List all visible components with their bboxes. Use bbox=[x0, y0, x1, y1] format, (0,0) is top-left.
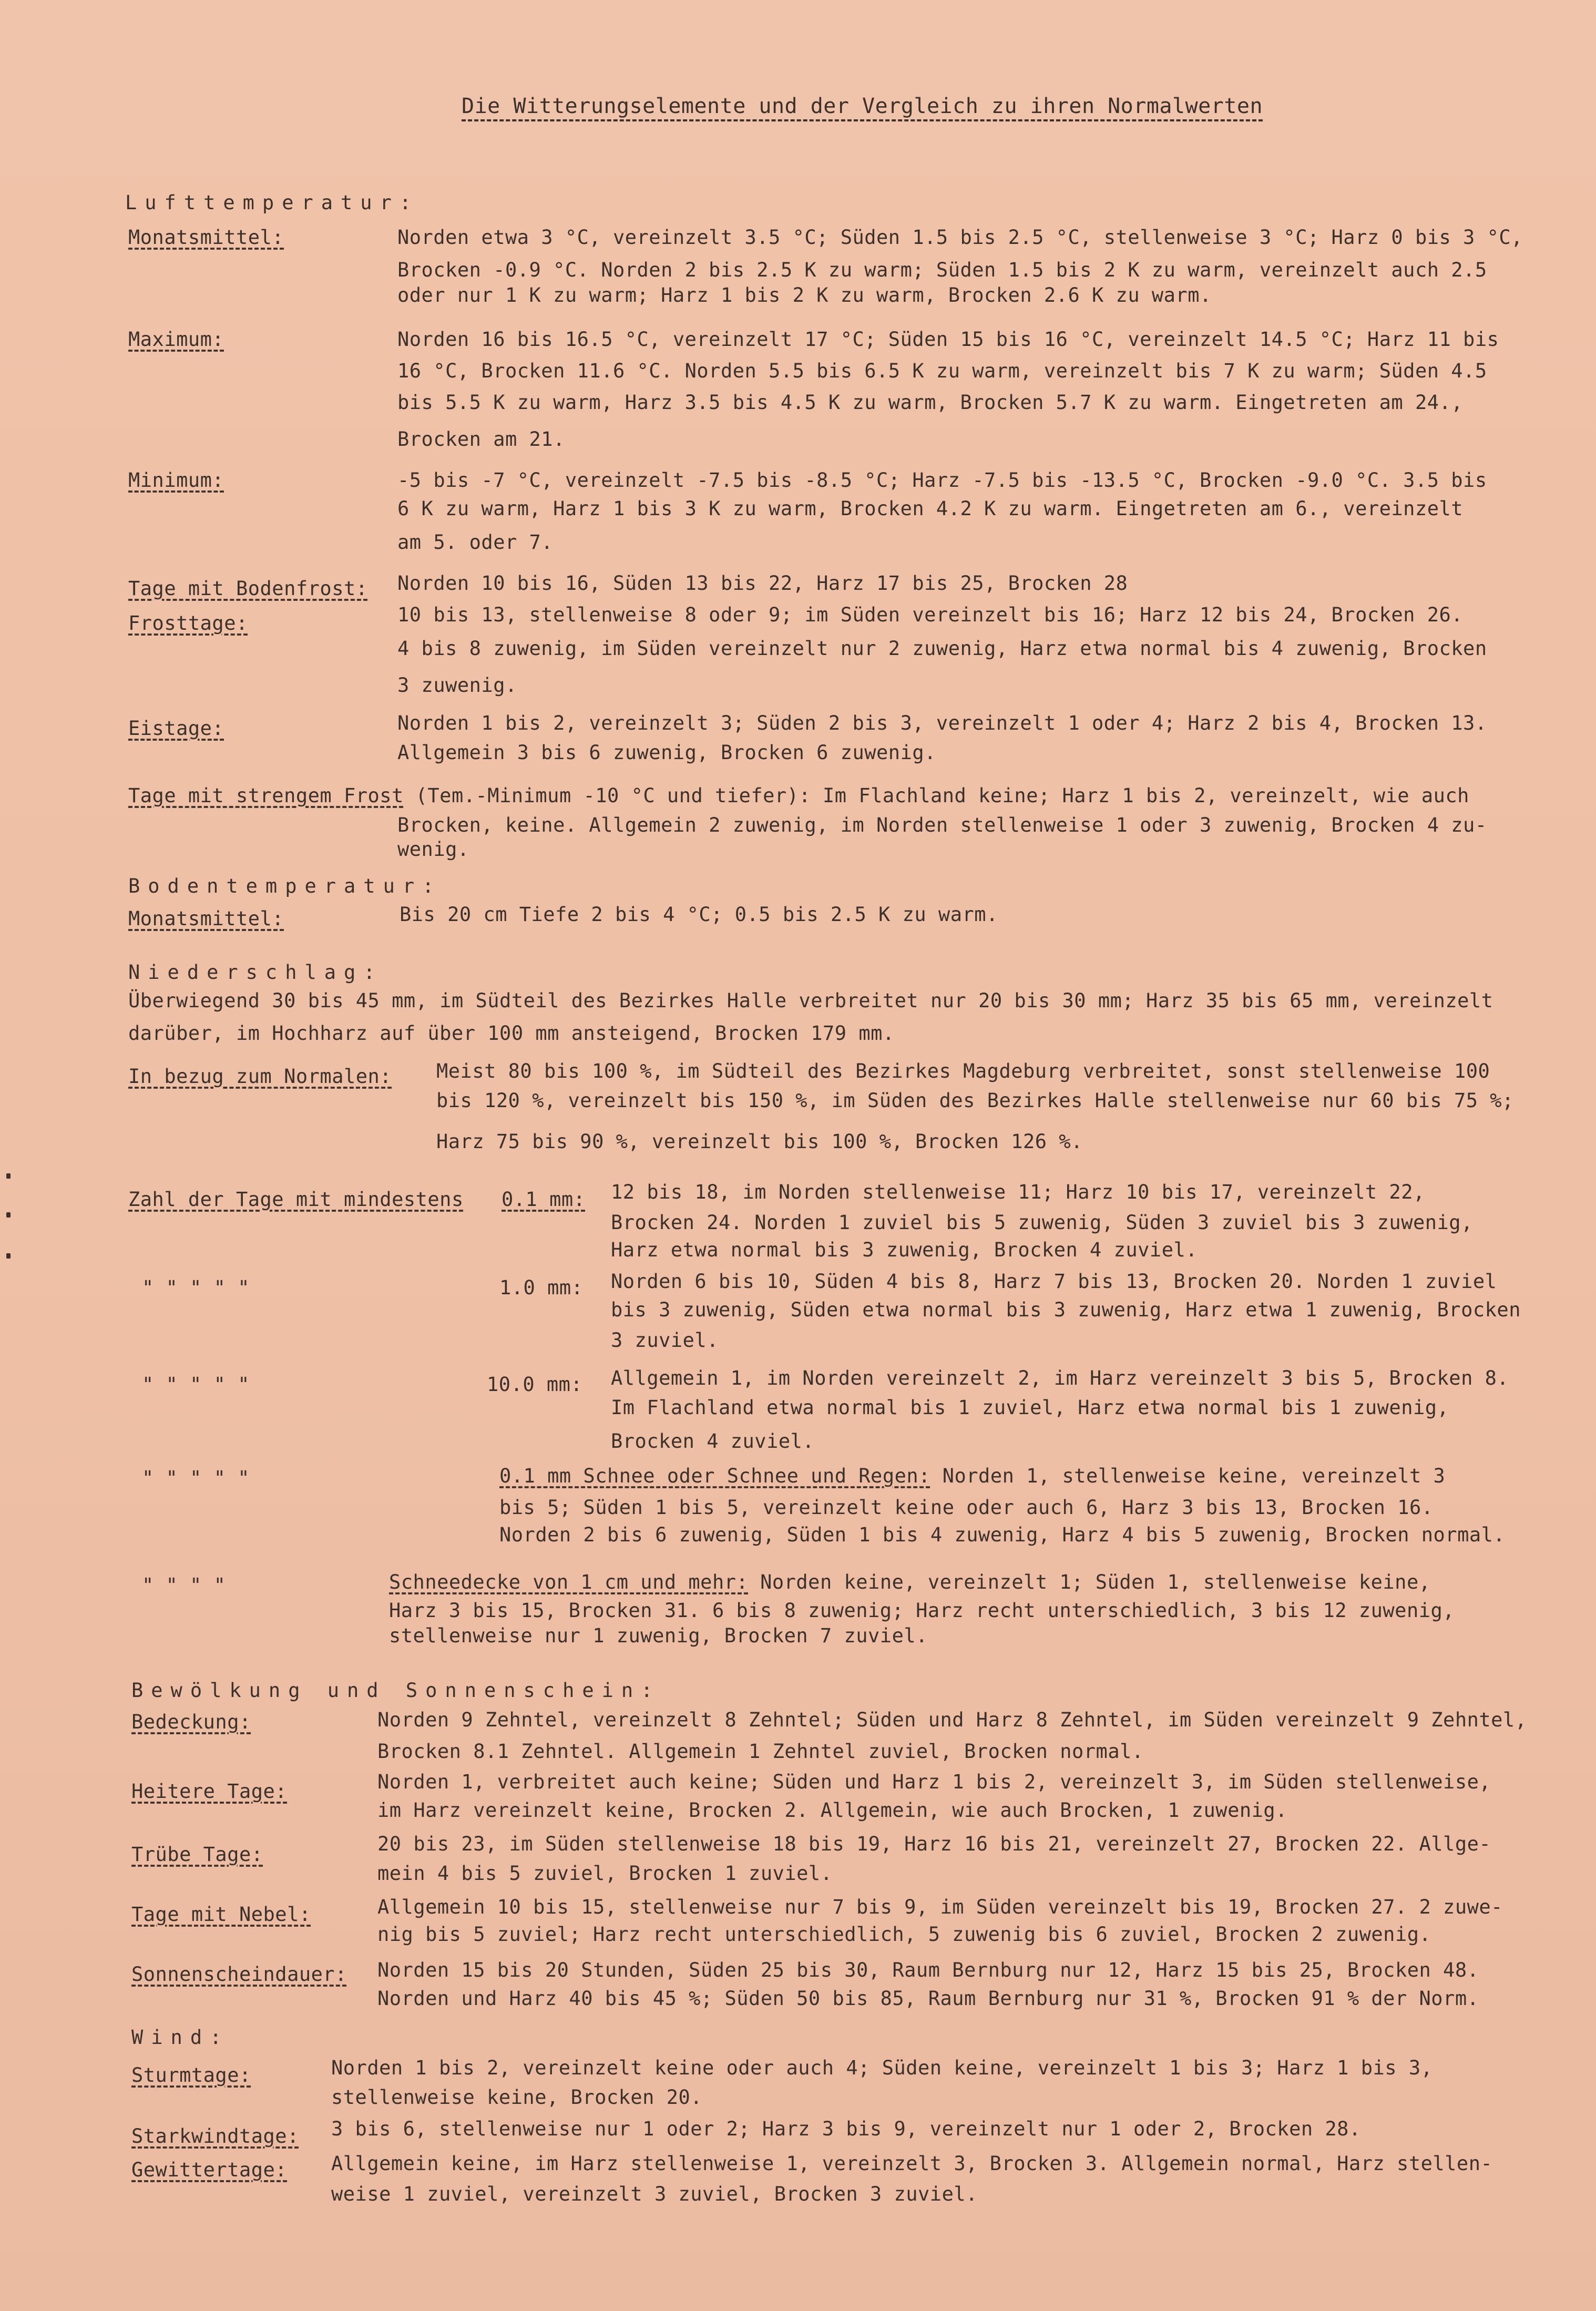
label-schneedecke: Schneedecke von 1 cm und mehr: bbox=[389, 1571, 749, 1593]
text-line: 3 bis 6, stellenweise nur 1 oder 2; Harz 3 bis 9, vereinzelt nur 1 oder 2, Brocken 28. bbox=[331, 2118, 1361, 2140]
text-line: Brocken 8.1 Zehntel. Allgemein 1 Zehntel zuviel, Brocken normal. bbox=[377, 1740, 1144, 1763]
ditto-marks: " " " " " bbox=[142, 1276, 250, 1299]
text-line: im Harz vereinzelt keine, Brocken 2. Allgemein, wie auch Brocken, 1 zuwenig. bbox=[377, 1799, 1287, 1822]
label-zahl-der-tage: Zahl der Tage mit mindestens bbox=[128, 1188, 464, 1211]
text-line: 4 bis 8 zuwenig, im Süden vereinzelt nur 2 zuwenig, Harz etwa normal bis 4 zuwenig, Brocken bbox=[397, 637, 1487, 660]
text-line: 12 bis 18, im Norden stellenweise 11; Harz 10 bis 17, vereinzelt 22, bbox=[611, 1181, 1425, 1203]
text-line: Bis 20 cm Tiefe 2 bis 4 °C; 0.5 bis 2.5 K zu warm. bbox=[400, 903, 998, 926]
text-line: Meist 80 bis 100 %, im Südteil des Bezirkes Magdeburg verbreitet, sonst stellenweise 100 bbox=[436, 1060, 1490, 1082]
text-line: 3 zuwenig. bbox=[397, 674, 517, 697]
text-line: Norden etwa 3 °C, vereinzelt 3.5 °C; Süden 1.5 bis 2.5 °C, stellenweise 3 °C; Harz 0 bis 3 °C, bbox=[397, 226, 1523, 249]
text-line: Brocken -0.9 °C. Norden 2 bis 2.5 K zu warm; Süden 1.5 bis 2 K zu warm, vereinzelt auch 2.5 bbox=[397, 259, 1487, 281]
text-line: Harz etwa normal bis 3 zuwenig, Brocken 4 zuviel. bbox=[611, 1239, 1198, 1261]
section-heading-bewoelkung: Bewölkung und Sonnenschein: bbox=[131, 1679, 661, 1702]
text-line: Im Flachland etwa normal bis 1 zuviel, Harz etwa normal bis 1 zuwenig, bbox=[611, 1396, 1449, 1419]
label-boden-monatsmittel: Monatsmittel: bbox=[128, 907, 284, 930]
text-line: Norden und Harz 40 bis 45 %; Süden 50 bis 85, Raum Bernburg nur 31 %, Brocken 91 % der Norm. bbox=[377, 1987, 1479, 2010]
label-threshold-01: 0.1 mm: bbox=[502, 1188, 586, 1211]
strenger-frost-line bbox=[128, 783, 1469, 809]
text-line: stellenweise keine, Brocken 20. bbox=[331, 2086, 703, 2109]
text-line: Norden 1 bis 2, vereinzelt 3; Süden 2 bis 3, vereinzelt 1 oder 4; Harz 2 bis 4, Brocken 13. bbox=[397, 712, 1487, 734]
text-line: Allgemein 3 bis 6 zuwenig, Brocken 6 zuwenig. bbox=[397, 741, 936, 764]
text-line: nig bis 5 zuviel; Harz recht unterschiedlich, 5 zuwenig bis 6 zuviel, Brocken 2 zuwenig. bbox=[377, 1923, 1431, 1946]
text-line: Allgemein 1, im Norden vereinzelt 2, im Harz vereinzelt 3 bis 5, Brocken 8. bbox=[611, 1367, 1509, 1389]
margin-mark bbox=[6, 1253, 11, 1259]
section-heading-lufttemperatur: Lufttemperatur: bbox=[125, 191, 420, 214]
text-line: Allgemein 10 bis 15, stellenweise nur 7 bis 9, im Süden vereinzelt bis 19, Brocken 27. 2 zuwe- bbox=[377, 1896, 1503, 1918]
text-line: 10 bis 13, stellenweise 8 oder 9; im Süden vereinzelt bis 16; Harz 12 bis 24, Brocken 26. bbox=[397, 604, 1464, 626]
label-bodenfrost: Tage mit Bodenfrost: bbox=[128, 577, 368, 600]
text-line: Harz 3 bis 15, Brocken 31. 6 bis 8 zuwenig; Harz recht unterschiedlich, 3 bis 12 zuwenig, bbox=[389, 1599, 1455, 1622]
text-line: 3 zuviel. bbox=[611, 1329, 719, 1352]
text-line: bis 5; Süden 1 bis 5, vereinzelt keine oder auch 6, Harz 3 bis 13, Brocken 16. bbox=[499, 1496, 1434, 1519]
label-truebe-tage: Trübe Tage: bbox=[131, 1843, 263, 1866]
label-eistage: Eistage: bbox=[128, 717, 224, 740]
margin-mark bbox=[6, 1212, 11, 1218]
text-line: Norden 1 bis 2, vereinzelt keine oder auch 4; Süden keine, vereinzelt 1 bis 3; Harz 1 bis 3, bbox=[331, 2057, 1433, 2079]
text-line: bis 3 zuwenig, Süden etwa normal bis 3 zuwenig, Harz etwa 1 zuwenig, Brocken bbox=[611, 1298, 1521, 1321]
text-line: wenig. bbox=[397, 838, 469, 861]
text-line: Norden 15 bis 20 Stunden, Süden 25 bis 30, Raum Bernburg nur 12, Harz 15 bis 25, Brocken 48. bbox=[377, 1959, 1479, 1981]
text-line: Brocken 24. Norden 1 zuviel bis 5 zuwenig, Süden 3 zuviel bis 3 zuwenig, bbox=[611, 1211, 1473, 1234]
label-minimum: Minimum: bbox=[128, 469, 224, 492]
text-inline: Norden keine, vereinzelt 1; Süden 1, stellenweise keine, bbox=[760, 1571, 1431, 1593]
text-inline: Norden 1, stellenweise keine, vereinzelt 3 bbox=[942, 1465, 1446, 1487]
schnee-line bbox=[499, 1464, 1445, 1489]
label-threshold-schnee: 0.1 mm Schnee oder Schnee und Regen: bbox=[499, 1465, 930, 1487]
text-line: Norden 16 bis 16.5 °C, vereinzelt 17 °C; Süden 15 bis 16 °C, vereinzelt 14.5 °C; Harz 11 bis bbox=[397, 328, 1499, 351]
label-threshold-100: 10.0 mm: bbox=[487, 1373, 583, 1396]
text-line: 6 K zu warm, Harz 1 bis 3 K zu warm, Brocken 4.2 K zu warm. Eingetreten am 6., vereinzelt bbox=[397, 497, 1464, 520]
text-line: weise 1 zuviel, vereinzelt 3 zuviel, Brocken 3 zuviel. bbox=[331, 2183, 978, 2205]
text-line: -5 bis -7 °C, vereinzelt -7.5 bis -8.5 °C; Harz -7.5 bis -13.5 °C, Brocken -9.0 °C. 3.5 bis bbox=[397, 469, 1487, 492]
section-heading-niederschlag: Niederschlag: bbox=[128, 961, 383, 984]
ditto-marks: " " " " " bbox=[142, 1373, 250, 1396]
margin-mark bbox=[6, 1173, 11, 1179]
text-line: Norden 9 Zehntel, vereinzelt 8 Zehntel; Süden und Harz 8 Zehntel, im Süden vereinzelt 9 Zehntel, bbox=[377, 1709, 1527, 1731]
label-starkwindtage: Starkwindtage: bbox=[131, 2125, 299, 2148]
text-line: oder nur 1 K zu warm; Harz 1 bis 2 K zu warm, Brocken 2.6 K zu warm. bbox=[397, 284, 1212, 306]
text-line: Brocken, keine. Allgemein 2 zuwenig, im Norden stellenweise 1 oder 3 zuwenig, Brocken 4 zu- bbox=[397, 814, 1487, 836]
text-line: Überwiegend 30 bis 45 mm, im Südteil des Bezirkes Halle verbreitet nur 20 bis 30 mm; Harz 35 bis 65 mm, vereinzelt bbox=[128, 989, 1493, 1012]
label-frosttage: Frosttage: bbox=[128, 612, 248, 635]
label-bedeckung: Bedeckung: bbox=[131, 1711, 251, 1733]
text-line: Norden 6 bis 10, Süden 4 bis 8, Harz 7 bis 13, Brocken 20. Norden 1 zuviel bbox=[611, 1270, 1497, 1293]
text-line: Brocken am 21. bbox=[397, 428, 565, 451]
label-maximum: Maximum: bbox=[128, 328, 224, 351]
text-inline: (Tem.-Minimum -10 °C und tiefer): Im Flachland keine; Harz 1 bis 2, vereinzelt, wie auch bbox=[403, 784, 1469, 807]
ditto-marks: " " " " " bbox=[142, 1467, 250, 1489]
label-heitere-tage: Heitere Tage: bbox=[131, 1780, 288, 1803]
label-monatsmittel: Monatsmittel: bbox=[128, 226, 284, 249]
text-line: Norden 2 bis 6 zuwenig, Süden 1 bis 4 zuwenig, Harz 4 bis 5 zuwenig, Brocken normal. bbox=[499, 1523, 1506, 1546]
ditto-marks: " " " " bbox=[142, 1574, 226, 1597]
label-threshold-10: 1.0 mm: bbox=[499, 1276, 584, 1299]
text-line: Brocken 4 zuviel. bbox=[611, 1430, 815, 1453]
page-title: Die Witterungselemente und der Vergleich zu ihren Normalwerten bbox=[462, 94, 1263, 118]
text-line: Allgemein keine, im Harz stellenweise 1, vereinzelt 3, Brocken 3. Allgemein normal, Harz stellen- bbox=[331, 2152, 1493, 2175]
section-heading-bodentemperatur: Bodentemperatur: bbox=[128, 875, 442, 897]
text-line: mein 4 bis 5 zuviel, Brocken 1 zuviel. bbox=[377, 1862, 833, 1885]
text-line: Norden 1, verbreitet auch keine; Süden und Harz 1 bis 2, vereinzelt 3, im Süden stellenweise, bbox=[377, 1771, 1491, 1793]
label-sonnenscheindauer: Sonnenscheindauer: bbox=[131, 1963, 347, 1986]
schneedecke-line bbox=[389, 1570, 1431, 1595]
text-line: am 5. oder 7. bbox=[397, 531, 554, 554]
text-line: Norden 10 bis 16, Süden 13 bis 22, Harz 17 bis 25, Brocken 28 bbox=[397, 572, 1128, 595]
text-line: stellenweise nur 1 zuwenig, Brocken 7 zuviel. bbox=[389, 1624, 928, 1647]
label-tage-mit-nebel: Tage mit Nebel: bbox=[131, 1903, 311, 1926]
text-line: 16 °C, Brocken 11.6 °C. Norden 5.5 bis 6.5 K zu warm, vereinzelt bis 7 K zu warm; Süden 4.5 bbox=[397, 360, 1487, 382]
label-strenger-frost: Tage mit strengem Frost bbox=[128, 784, 404, 807]
text-line: bis 120 %, vereinzelt bis 150 %, im Süden des Bezirkes Halle stellenweise nur 60 bis 75 %; bbox=[436, 1089, 1514, 1112]
text-line: bis 5.5 K zu warm, Harz 3.5 bis 4.5 K zu warm, Brocken 5.7 K zu warm. Eingetreten am 24., bbox=[397, 391, 1464, 414]
label-bezug-normalen: In bezug zum Normalen: bbox=[128, 1065, 392, 1088]
text-line: Harz 75 bis 90 %, vereinzelt bis 100 %, Brocken 126 %. bbox=[436, 1130, 1083, 1153]
text-line: darüber, im Hochharz auf über 100 mm ansteigend, Brocken 179 mm. bbox=[128, 1022, 895, 1045]
label-sturmtage: Sturmtage: bbox=[131, 2064, 251, 2087]
section-heading-wind: Wind: bbox=[131, 2026, 230, 2049]
label-gewittertage: Gewittertage: bbox=[131, 2159, 288, 2181]
text-line: 20 bis 23, im Süden stellenweise 18 bis 19, Harz 16 bis 21, vereinzelt 27, Brocken 22. Allge- bbox=[377, 1833, 1491, 1855]
